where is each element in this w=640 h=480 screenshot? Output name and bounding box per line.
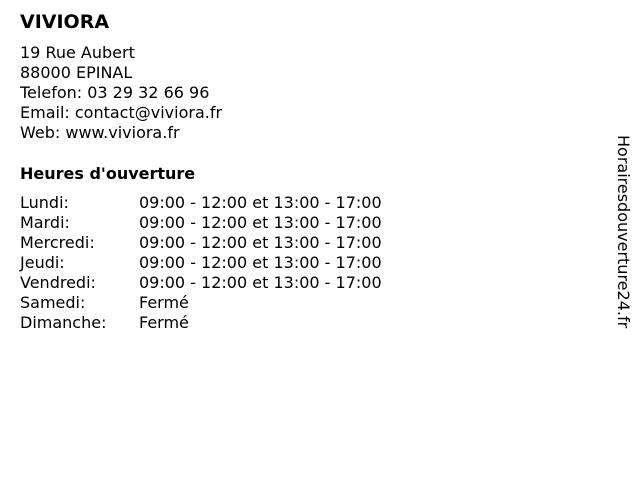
business-name: VIVIORA [20,11,110,33]
hours-row-monday [20,193,580,213]
day-hours: Fermé [139,293,189,312]
email-line: Email: contact@viviora.fr [20,103,223,122]
website-line: Web: www.viviora.fr [20,123,180,142]
day-label: Vendredi: [20,273,96,292]
day-label: Mercredi: [20,233,95,252]
hours-row-sunday [20,313,580,333]
day-label: Dimanche: [20,313,107,332]
opening-hours-table [20,193,580,333]
hours-row-tuesday [20,213,580,233]
day-hours: 09:00 - 12:00 et 13:00 - 17:00 [139,213,382,232]
day-label: Jeudi: [20,253,65,272]
day-hours: Fermé [139,313,189,332]
hours-row-thursday [20,253,580,273]
site-watermark: Horairesdouverture24.fr [614,135,633,329]
contact-block [20,43,580,143]
day-hours: 09:00 - 12:00 et 13:00 - 17:00 [139,253,382,272]
phone-line: Telefon: 03 29 32 66 96 [20,83,210,102]
day-hours: 09:00 - 12:00 et 13:00 - 17:00 [139,193,382,212]
day-label: Lundi: [20,193,69,212]
day-label: Mardi: [20,213,70,232]
day-label: Samedi: [20,293,86,312]
city-postcode: 88000 EPINAL [20,63,133,82]
opening-hours-heading: Heures d'ouverture [20,164,196,183]
hours-row-friday [20,273,580,293]
business-card [20,9,580,333]
day-hours: 09:00 - 12:00 et 13:00 - 17:00 [139,233,382,252]
hours-row-saturday [20,293,580,313]
day-hours: 09:00 - 12:00 et 13:00 - 17:00 [139,273,382,292]
street-address: 19 Rue Aubert [20,43,135,62]
hours-row-wednesday [20,233,580,253]
